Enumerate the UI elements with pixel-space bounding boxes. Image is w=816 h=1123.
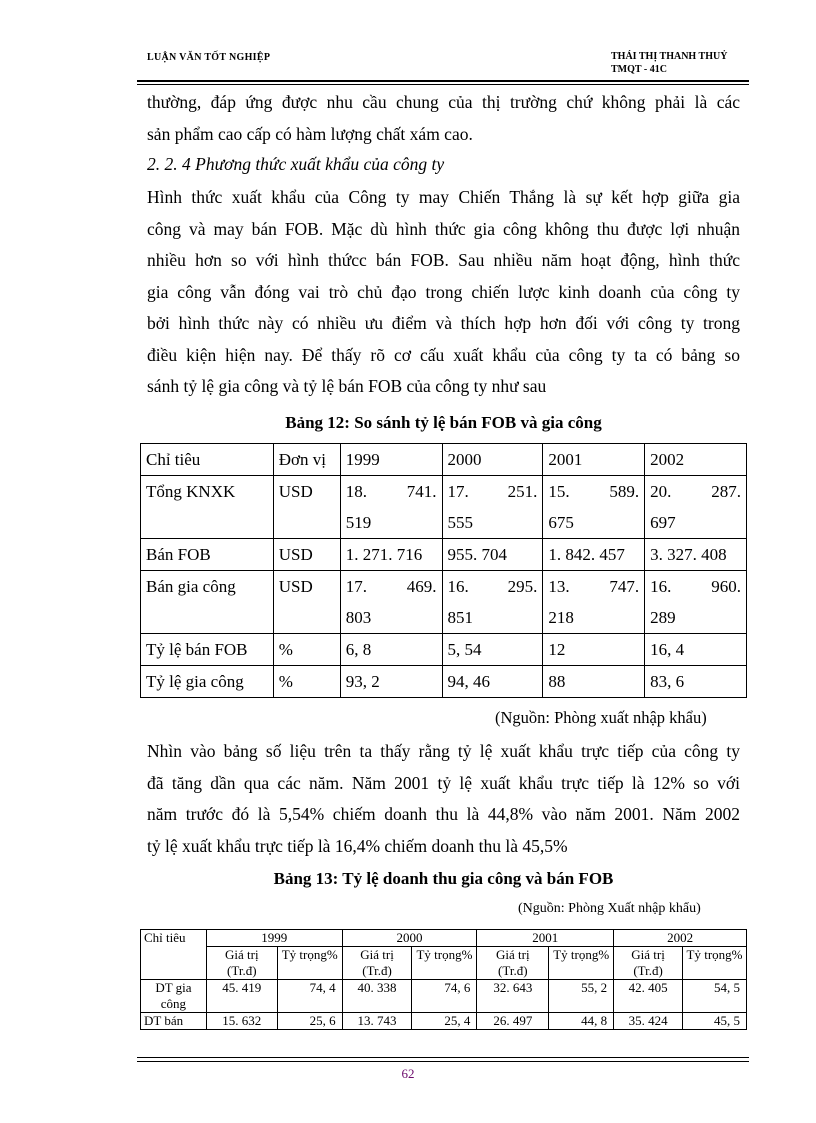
value-cell: 42. 405 bbox=[614, 980, 683, 1013]
value-cell: 45. 419 bbox=[206, 980, 277, 1013]
paragraph-intro bbox=[147, 87, 740, 150]
table-header-row bbox=[141, 930, 747, 947]
value-cell: 18. 741. 519 bbox=[340, 476, 442, 539]
subheader-share: Tỷ trọng% bbox=[412, 947, 477, 980]
subheader-share: Tỷ trọng% bbox=[683, 947, 747, 980]
value-cell: 3. 327. 408 bbox=[645, 539, 747, 571]
value-cell: 16. 960. 289 bbox=[645, 571, 747, 634]
header-cell: 2001 bbox=[543, 444, 645, 476]
header-author-name: THÁI THỊ THANH THUỶ bbox=[611, 51, 728, 62]
subheader-share: Tỷ trọng% bbox=[277, 947, 342, 980]
table13-caption: Bảng 13: Tỷ lệ doanh thu gia công và bán FOB bbox=[273, 869, 614, 888]
row-label: Bán FOB bbox=[141, 539, 274, 571]
value-cell: 35. 424 bbox=[614, 1013, 683, 1030]
table-row bbox=[141, 1013, 747, 1030]
paragraph-export-method bbox=[147, 182, 740, 403]
text-line: sánh tỷ lệ gia công và tỷ lệ bán FOB của công ty như sau bbox=[147, 376, 547, 396]
unit-cell: USD bbox=[273, 476, 340, 539]
table12-source: (Nguồn: Phòng xuất nhập khẩu) bbox=[495, 708, 707, 727]
value-cell: 44, 8 bbox=[549, 1013, 614, 1030]
text-line: bởi hình thức này có nhiều ưu điểm và thích hợp hơn đối với công ty trong bbox=[147, 313, 740, 333]
value-cell: 13. 747. 218 bbox=[543, 571, 645, 634]
row-label: Bán gia công bbox=[141, 571, 274, 634]
value-cell: 54, 5 bbox=[683, 980, 747, 1013]
footer-rule-thin bbox=[137, 1061, 749, 1062]
header-rule-thin bbox=[137, 84, 749, 85]
year-header: 2002 bbox=[614, 930, 747, 947]
header-author bbox=[611, 50, 727, 76]
row-label: Tỷ lệ bán FOB bbox=[141, 634, 274, 666]
subheader-value: Giá trị (Tr.đ) bbox=[342, 947, 412, 980]
table-row bbox=[141, 634, 747, 666]
value-cell: 1. 271. 716 bbox=[340, 539, 442, 571]
table-row bbox=[141, 571, 747, 634]
table13-source: (Nguồn: Phòng Xuất nhập khẩu) bbox=[518, 901, 701, 916]
text-line: điều kiện hiện nay. Để thấy rõ cơ cấu xuất khẩu của công ty ta có bảng so bbox=[147, 344, 740, 365]
text-line: tỷ lệ xuất khẩu trực tiếp là 16,4% chiếm doanh thu là 45,5% bbox=[147, 835, 568, 856]
value-cell: 45, 5 bbox=[683, 1013, 747, 1030]
header-cell: 1999 bbox=[340, 444, 442, 476]
table-subheader-row bbox=[141, 947, 747, 980]
table-row bbox=[141, 476, 747, 539]
table13 bbox=[140, 929, 747, 1030]
row-label: Tỷ lệ gia công bbox=[141, 666, 274, 698]
header-cell: Chỉ tiêu bbox=[141, 444, 274, 476]
unit-cell: % bbox=[273, 634, 340, 666]
text-line: nhiều hơn so với hình thứcc bán FOB. Sau nhiều năm hoạt động, hình thức bbox=[147, 250, 740, 270]
value-cell: 15. 632 bbox=[206, 1013, 277, 1030]
value-cell: 15. 589. 675 bbox=[543, 476, 645, 539]
value-cell: 17. 469. 803 bbox=[340, 571, 442, 634]
subheader-share: Tỷ trọng% bbox=[549, 947, 614, 980]
row-label: DT gia công bbox=[141, 980, 207, 1013]
text-line: gia công vẫn đóng vai trò chủ đạo trong chiến lược kinh doanh của công ty bbox=[147, 281, 740, 302]
unit-cell: % bbox=[273, 666, 340, 698]
text-line: Hình thức xuất khẩu của Công ty may Chiến Thắng là sự kết hợp giữa gia bbox=[147, 187, 740, 207]
page-number: 62 bbox=[401, 1066, 415, 1081]
value-cell: 74, 4 bbox=[277, 980, 342, 1013]
subheader-value: Giá trị (Tr.đ) bbox=[614, 947, 683, 980]
value-cell: 16, 4 bbox=[645, 634, 747, 666]
value-cell: 12 bbox=[543, 634, 645, 666]
value-cell: 16. 295. 851 bbox=[442, 571, 543, 634]
value-cell: 20. 287. 697 bbox=[645, 476, 747, 539]
text-line: thường, đáp ứng được nhu cầu chung của thị trường chứ không phải là các bbox=[147, 92, 740, 112]
text-line: công và may bán FOB. Mặc dù hình thức gia công không thu được lợi nhuận bbox=[147, 218, 740, 239]
table12 bbox=[140, 443, 747, 698]
value-cell: 93, 2 bbox=[340, 666, 442, 698]
table-header-row bbox=[141, 444, 747, 476]
corner-cell: Chỉ tiêu bbox=[141, 930, 207, 980]
value-cell: 40. 338 bbox=[342, 980, 412, 1013]
value-cell: 1. 842. 457 bbox=[543, 539, 645, 571]
unit-cell: USD bbox=[273, 571, 340, 634]
header-cell: 2000 bbox=[442, 444, 543, 476]
value-cell: 88 bbox=[543, 666, 645, 698]
paragraph-analysis bbox=[147, 736, 740, 862]
value-cell: 5, 54 bbox=[442, 634, 543, 666]
value-cell: 6, 8 bbox=[340, 634, 442, 666]
year-header: 1999 bbox=[206, 930, 342, 947]
table12-caption: Bảng 12: So sánh tỷ lệ bán FOB và gia công bbox=[285, 413, 602, 432]
year-header: 2001 bbox=[477, 930, 614, 947]
text-line: đã tăng dần qua các năm. Năm 2001 tỷ lệ xuất khẩu trực tiếp là 12% so với bbox=[147, 772, 740, 793]
table-row bbox=[141, 666, 747, 698]
text-line: năm trước đó là 5,54% chiếm doanh thu là 44,8% vào năm 2001. Năm 2002 bbox=[147, 804, 740, 824]
value-cell: 26. 497 bbox=[477, 1013, 549, 1030]
unit-cell: USD bbox=[273, 539, 340, 571]
text-line: sản phẩm cao cấp có hàm lượng chất xám cao. bbox=[147, 123, 473, 144]
value-cell: 74, 6 bbox=[412, 980, 477, 1013]
subheader-value: Giá trị (Tr.đ) bbox=[206, 947, 277, 980]
header-thesis-label: LUẬN VĂN TỐT NGHIỆP bbox=[147, 52, 271, 63]
value-cell: 955. 704 bbox=[442, 539, 543, 571]
row-label: DT bán bbox=[141, 1013, 207, 1030]
value-cell: 55, 2 bbox=[549, 980, 614, 1013]
header-author-class: TMQT - 41C bbox=[611, 64, 667, 75]
value-cell: 32. 643 bbox=[477, 980, 549, 1013]
value-cell: 17. 251. 555 bbox=[442, 476, 543, 539]
text-line: Nhìn vào bảng số liệu trên ta thấy rằng tỷ lệ xuất khẩu trực tiếp của công ty bbox=[147, 741, 740, 761]
subheader-value: Giá trị (Tr.đ) bbox=[477, 947, 549, 980]
value-cell: 25, 6 bbox=[277, 1013, 342, 1030]
value-cell: 25, 4 bbox=[412, 1013, 477, 1030]
header-cell: 2002 bbox=[645, 444, 747, 476]
section-heading: 2. 2. 4 Phương thức xuất khẩu của công ty bbox=[147, 154, 445, 174]
header-cell: Đơn vị bbox=[273, 444, 340, 476]
year-header: 2000 bbox=[342, 930, 477, 947]
value-cell: 83, 6 bbox=[645, 666, 747, 698]
value-cell: 13. 743 bbox=[342, 1013, 412, 1030]
table-row bbox=[141, 539, 747, 571]
footer-rule bbox=[137, 1057, 749, 1058]
value-cell: 94, 46 bbox=[442, 666, 543, 698]
header-rule bbox=[137, 80, 749, 82]
table-row bbox=[141, 980, 747, 1013]
row-label: Tổng KNXK bbox=[141, 476, 274, 539]
